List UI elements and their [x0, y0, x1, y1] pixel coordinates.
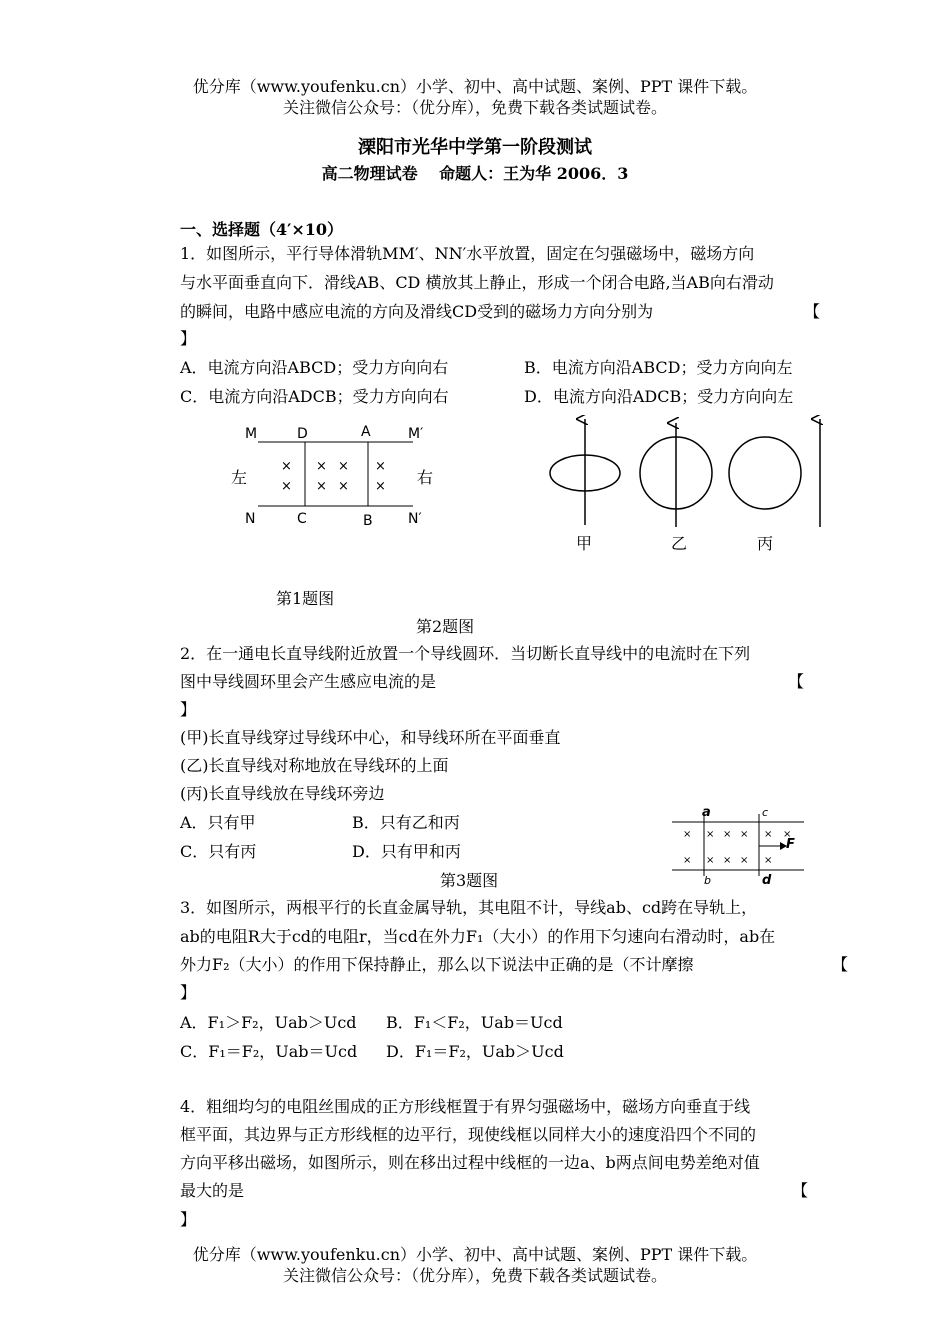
label-jia: 甲 [576, 534, 593, 553]
label-bing: 丙 [757, 534, 774, 553]
q3-bracket-open: 【 [832, 955, 849, 974]
svg-text:×: × [316, 479, 327, 494]
figure-3 [668, 804, 808, 888]
magnetic-field-crosses [281, 459, 386, 494]
q1-option-b: B．电流方向沿ABCD；受力方向向左 [524, 358, 793, 377]
figure-2-caption: 第2题图 [416, 617, 475, 636]
label-m: M [245, 426, 258, 442]
q1-bracket-open: 【 [804, 302, 821, 321]
q2-option-c: C．只有丙 [180, 842, 257, 861]
q2-option-d: D．只有甲和丙 [352, 842, 461, 861]
page-title: 溧阳市光华中学第一阶段测试 [358, 137, 592, 158]
q3-line-2: ab的电阻R大于cd的电阻r，当cd在外力F₁（大小）的作用下匀速向右滑动时，ab在 [180, 927, 776, 946]
q4-line-4: 最大的是 [180, 1181, 245, 1200]
label-f: F [786, 837, 795, 852]
q2-bracket-close: 】 [180, 700, 197, 719]
q4-line-2: 框平面，其边界与正方形线框的边平行，现使线框以同样大小的速度沿四个不同的 [180, 1125, 757, 1144]
svg-text:×: × [783, 829, 792, 840]
q1-option-c: C．电流方向沿ADCB；受力方向向右 [180, 387, 449, 406]
q3-option-b: B．F₁＜F₂，Uab＝Ucd [386, 1013, 563, 1032]
ring-bing [729, 437, 801, 509]
header-line-1: 优分库（www.youfenku.cn）小学、初中、高中试题、案例、PPT 课件下载。 [192, 77, 758, 96]
label-left: 左 [231, 468, 248, 487]
figure-1 [225, 420, 445, 530]
label-a: a [702, 805, 711, 820]
svg-text:×: × [683, 829, 692, 840]
q3-option-c: C．F₁＝F₂，Uab＝Ucd [180, 1042, 358, 1061]
q1-line-1: 1．如图所示，平行导体滑轨MM′、NN′水平放置，固定在匀强磁场中，磁场方向 [180, 244, 755, 263]
q4-bracket-open: 【 [792, 1181, 809, 1200]
svg-text:×: × [740, 829, 749, 840]
svg-text:×: × [375, 479, 386, 494]
label-c: c [762, 806, 769, 819]
label-n: N [245, 511, 256, 527]
figure-2 [540, 415, 840, 560]
footer-line-2: 关注微信公众号：（优分库），免费下载各类试题试卷。 [282, 1266, 667, 1285]
q2-case-yi: (乙)长直导线对称地放在导线环的上面 [180, 756, 449, 775]
svg-text:×: × [764, 855, 773, 866]
svg-text:×: × [723, 855, 732, 866]
q3-bracket-close: 】 [180, 983, 197, 1002]
q1-line-2: 与水平面垂直向下．滑线AB、CD 横放其上静止，形成一个闭合电路,当AB向右滑动 [180, 273, 774, 292]
figure-3-caption: 第3题图 [440, 871, 499, 890]
svg-text:×: × [281, 479, 292, 494]
q2-option-b: B．只有乙和丙 [352, 813, 460, 832]
q3-line-3: 外力F₂（大小）的作用下保持静止，那么以下说法中正确的是（不计摩擦 [180, 955, 694, 974]
q3-option-a: A．F₁＞F₂，Uab＞Ucd [180, 1013, 357, 1032]
svg-text:×: × [764, 829, 773, 840]
q2-case-bing: (丙)长直导线放在导线环旁边 [180, 784, 385, 803]
q4-line-3: 方向平移出磁场，如图所示，则在移出过程中线框的一边a、b两点间电势差绝对值 [180, 1153, 760, 1172]
label-yi: 乙 [671, 534, 688, 553]
q1-option-d: D．电流方向沿ADCB；受力方向向左 [524, 387, 794, 406]
magnetic-field-crosses [683, 829, 791, 866]
q1-line-3: 的瞬间，电路中感应电流的方向及滑线CD受到的磁场力方向分别为 [180, 302, 654, 321]
q2-line-2: 图中导线圆环里会产生感应电流的是 [180, 672, 437, 691]
q1-bracket-close: 】 [180, 329, 197, 348]
q2-case-jia: (甲)长直导线穿过导线环中心，和导线环所在平面垂直 [180, 728, 561, 747]
header-line-2: 关注微信公众号：（优分库），免费下载各类试题试卷。 [282, 98, 667, 117]
svg-text:×: × [281, 459, 292, 474]
label-d: d [762, 873, 772, 888]
q2-bracket-open: 【 [788, 672, 805, 691]
label-right: 右 [417, 468, 434, 487]
svg-text:×: × [338, 459, 349, 474]
q4-line-1: 4．粗细均匀的电阻丝围成的正方形线框置于有界匀强磁场中，磁场方向垂直于线 [180, 1097, 751, 1116]
footer-line-1: 优分库（www.youfenku.cn）小学、初中、高中试题、案例、PPT 课件下载。 [192, 1245, 758, 1264]
q4-bracket-close: 】 [180, 1210, 197, 1229]
svg-text:×: × [706, 855, 715, 866]
svg-text:×: × [683, 855, 692, 866]
page-subtitle: 高二物理试卷 命题人：王为华 2006．3 [321, 164, 629, 183]
svg-text:×: × [375, 459, 386, 474]
q3-line-1: 3．如图所示，两根平行的长直金属导轨，其电阻不计，导线ab、cd跨在导轨上， [180, 898, 758, 917]
svg-text:×: × [316, 459, 327, 474]
q3-option-d: D．F₁＝F₂，Uab＞Ucd [386, 1042, 564, 1061]
svg-text:×: × [740, 855, 749, 866]
q1-option-a: A．电流方向沿ABCD；受力方向向右 [180, 358, 449, 377]
label-d: D [297, 426, 308, 442]
label-b: B [363, 513, 373, 529]
svg-text:×: × [706, 829, 715, 840]
label-m-prime: M′ [408, 426, 424, 442]
q2-line-1: 2．在一通电长直导线附近放置一个导线圆环．当切断长直导线中的电流时在下列 [180, 644, 751, 663]
label-n-prime: N′ [408, 511, 422, 527]
label-c: C [297, 511, 307, 527]
section-heading: 一、选择题（4′×10） [180, 220, 344, 239]
label-a: A [361, 424, 371, 440]
label-b: b [704, 874, 711, 887]
svg-text:×: × [723, 829, 732, 840]
figure-1-caption: 第1题图 [276, 589, 335, 608]
q2-option-a: A．只有甲 [180, 813, 256, 832]
svg-text:×: × [338, 479, 349, 494]
